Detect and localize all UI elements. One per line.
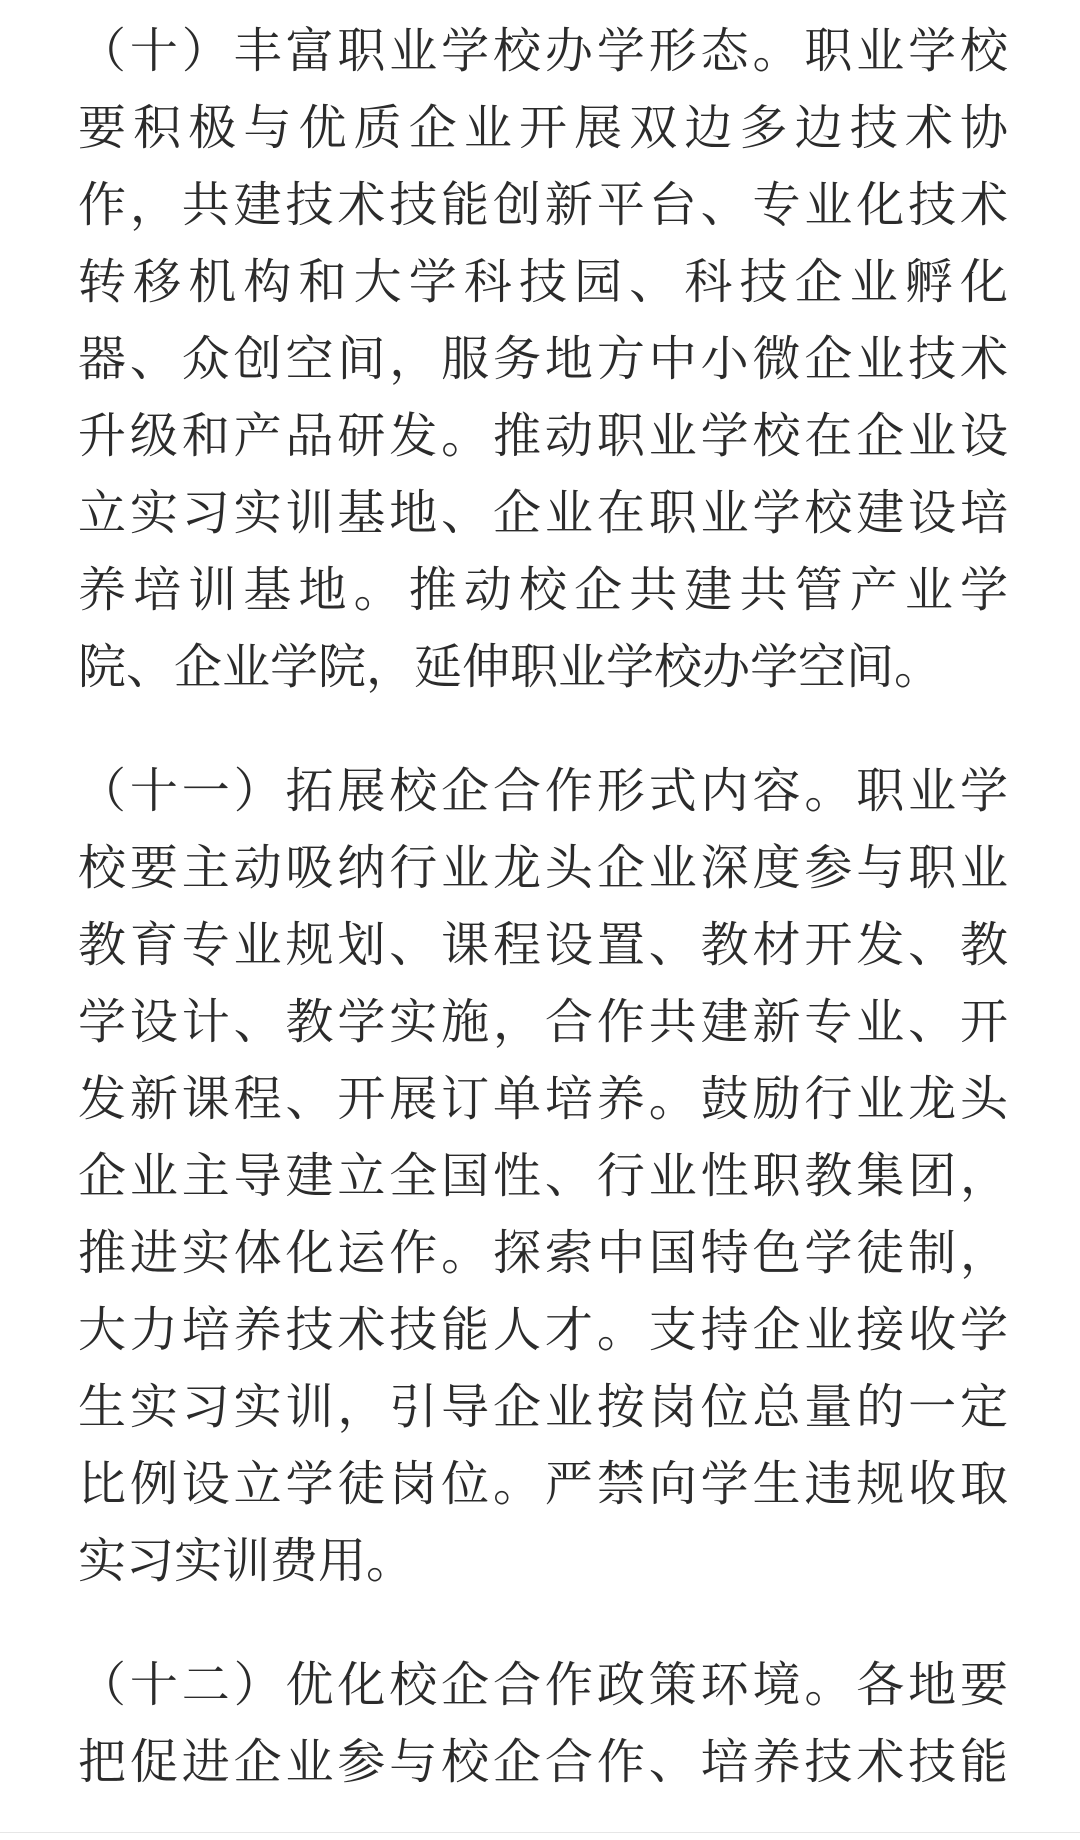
- text-line: 把促进企业参与校企合作、培养技术技能: [78, 1734, 1008, 1790]
- text-line: 企业主导建立全国性、行业性职教集团，: [78, 1148, 1008, 1204]
- text-line: 发新课程、开展订单培养。鼓励行业龙头: [78, 1071, 1008, 1127]
- text-line: 学设计、教学实施，合作共建新专业、开: [78, 994, 1008, 1050]
- text-line: （十二）优化校企合作政策环境。各地要: [78, 1657, 1008, 1713]
- text-line: 作，共建技术技能创新平台、专业化技术: [78, 177, 1008, 233]
- text-line: 转移机构和大学科技园、科技企业孵化: [78, 254, 1008, 310]
- text-line: 教育专业规划、课程设置、教材开发、教: [78, 917, 1008, 973]
- text-line: 推进实体化运作。探索中国特色学徒制，: [78, 1225, 1008, 1281]
- text-line: 大力培养技术技能人才。支持企业接收学: [78, 1302, 1008, 1358]
- text-line: 养培训基地。推动校企共建共管产业学: [78, 562, 1008, 618]
- text-line: 升级和产品研发。推动职业学校在企业设: [78, 408, 1008, 464]
- text-line: 比例设立学徒岗位。严禁向学生违规收取: [78, 1456, 1008, 1512]
- text-line: 生实习实训，引导企业按岗位总量的一定: [78, 1379, 1008, 1435]
- text-line: 校要主动吸纳行业龙头企业深度参与职业: [78, 840, 1008, 896]
- text-line: （十）丰富职业学校办学形态。职业学校: [78, 23, 1008, 79]
- text-line: 院、企业学院，延伸职业学校办学空间。: [78, 639, 943, 695]
- text-line: 器、众创空间，服务地方中小微企业技术: [78, 331, 1008, 387]
- text-line: 要积极与优质企业开展双边多边技术协: [78, 100, 1008, 156]
- text-line: 立实习实训基地、企业在职业学校建设培: [78, 485, 1008, 541]
- bottom-divider: [0, 1832, 1080, 1833]
- text-line: 实习实训费用。: [78, 1533, 415, 1589]
- text-line: （十一）拓展校企合作形式内容。职业学: [78, 763, 1008, 819]
